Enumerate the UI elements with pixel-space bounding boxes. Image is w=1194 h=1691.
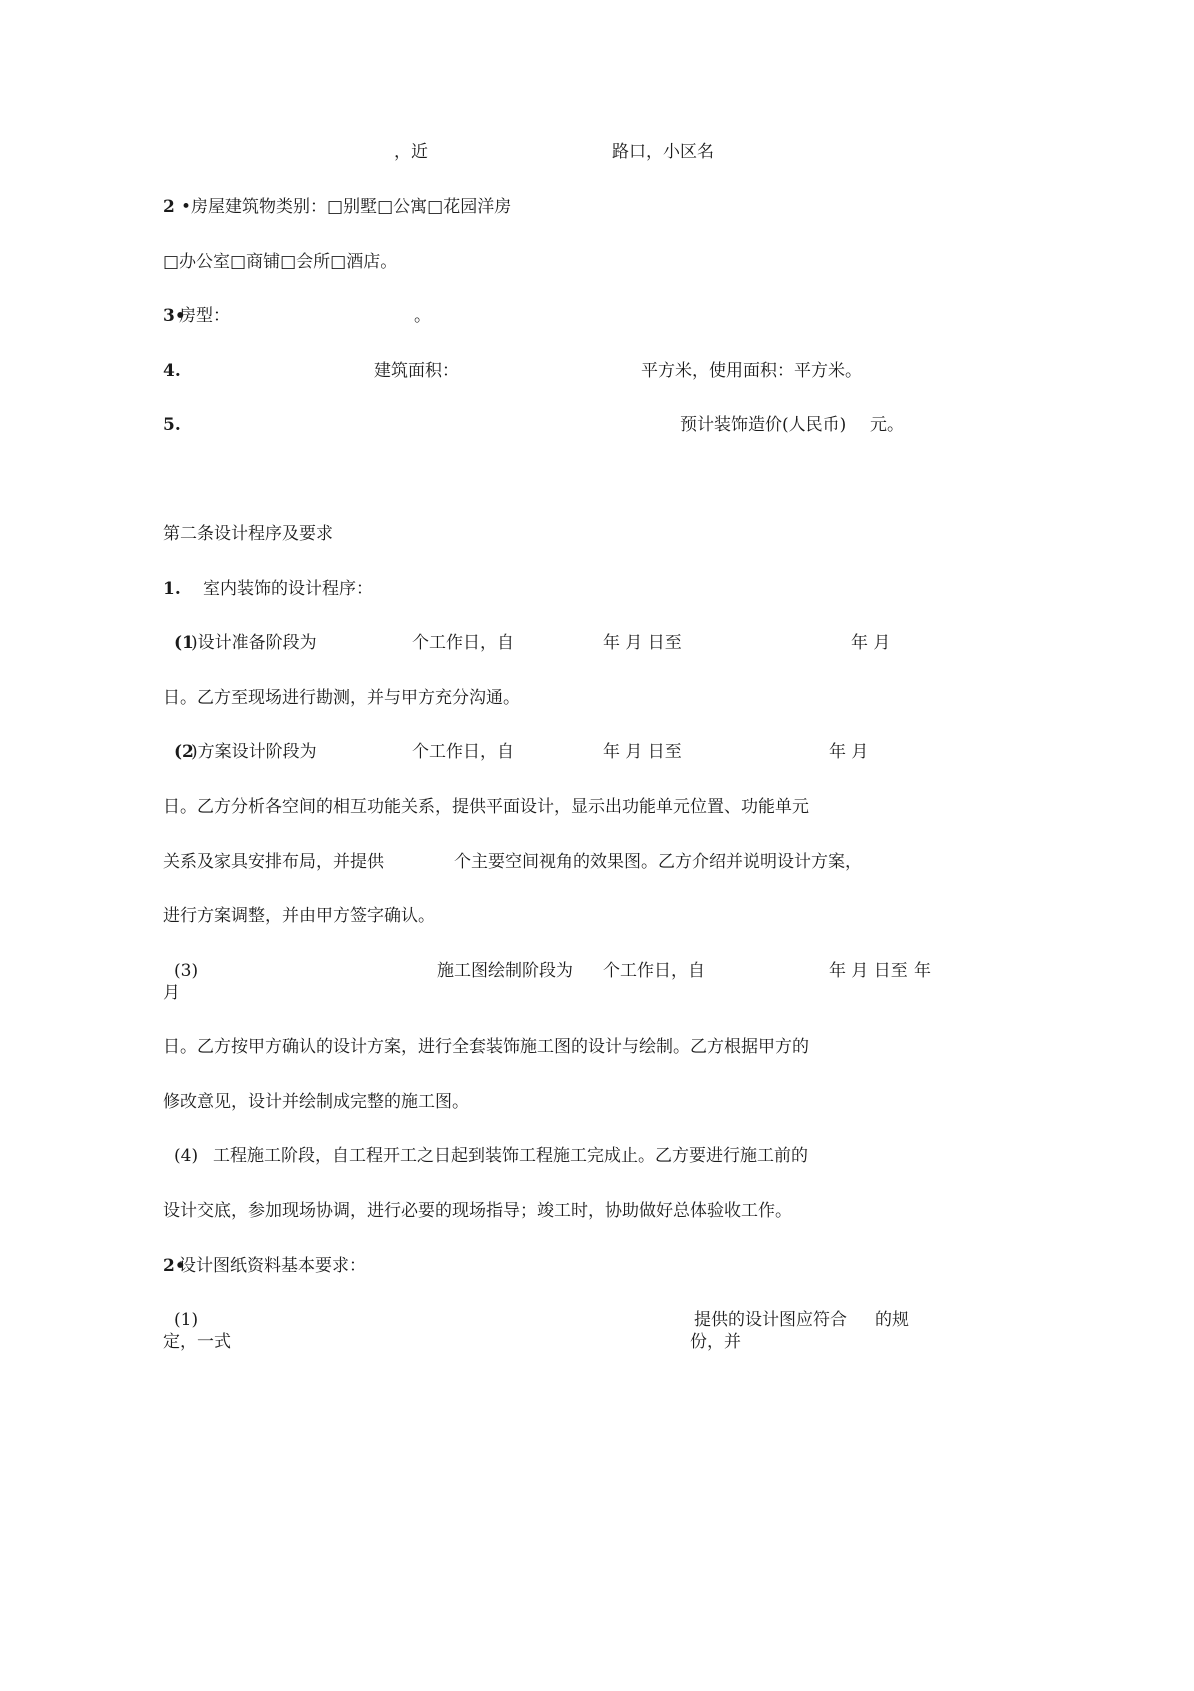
requirement-1-text-a: 提供的设计图应符合	[694, 1310, 847, 1330]
phase-1-date-from: 年 月 日至	[603, 633, 682, 653]
phase-1-date-to: 年 月	[851, 633, 891, 653]
item-4-number: 4.	[163, 361, 181, 381]
requirement-1-number: (1)	[174, 1310, 199, 1330]
phase-2-date-to: 年 月	[829, 742, 869, 762]
phase-2-description-line-1: 日。乙方分析各空间的相互功能关系，提供平面设计，显示出功能单元位置、功能单元	[163, 797, 809, 817]
phase-4-number: (4)	[174, 1146, 199, 1166]
requirement-1-cont-b: 份，并	[690, 1332, 741, 1352]
phase-2-description-line-3: 进行方案调整，并由甲方签字确认。	[163, 906, 435, 926]
section-1-number: 1.	[163, 579, 181, 599]
phase-1-number: (1	[174, 633, 194, 653]
item-5-unit: 元。	[870, 415, 904, 435]
item-2-building-type: •房屋建筑物类别：□别墅□公寓□花园洋房	[181, 197, 512, 217]
phase-3-date-from: 年 月 日至	[829, 961, 908, 981]
phase-2-title: )方案设计阶段为	[191, 742, 317, 762]
phase-1-description: 日。乙方至现场进行勘测，并与甲方充分沟通。	[163, 688, 520, 708]
address-near: ，近	[394, 142, 428, 162]
phase-4-title: 工程施工阶段，自工程开工之日起到装饰工程施工完成止。乙方要进行施工前的	[213, 1146, 808, 1166]
item-3-end: 。	[414, 306, 431, 326]
item-5-estimated-cost: 预计装饰造价(人民币)	[680, 415, 847, 435]
phase-2-description-line-2a: 关系及家具安排布局，并提供	[163, 852, 384, 872]
phase-4-description: 设计交底，参加现场协调，进行必要的现场指导；竣工时，协助做好总体验收工作。	[163, 1201, 792, 1221]
phase-3-date-to: 年	[914, 961, 931, 981]
phase-2-description-line-2b: 个主要空间视角的效果图。乙方介绍并说明设计方案，	[454, 852, 862, 872]
section-1-title: 室内装饰的设计程序：	[203, 579, 373, 599]
requirement-1-cont-a: 定，一式	[163, 1332, 231, 1352]
phase-3-workdays: 个工作日，自	[603, 961, 705, 981]
item-4-usable-area: 平方米，使用面积：平方米。	[641, 361, 862, 381]
section-2-title: 设计图纸资料基本要求：	[179, 1256, 366, 1276]
item-3-layout-label: 房型：	[179, 306, 230, 326]
address-road-community: 路口，小区名	[612, 142, 714, 162]
phase-2-number: (2	[174, 742, 194, 762]
phase-3-description-line-2: 修改意见，设计并绘制成完整的施工图。	[163, 1092, 469, 1112]
phase-3-title: 施工图绘制阶段为	[437, 961, 573, 981]
phase-2-date-from: 年 月 日至	[603, 742, 682, 762]
phase-3-description-line-1: 日。乙方按甲方确认的设计方案，进行全套装饰施工图的设计与绘制。乙方根据甲方的	[163, 1037, 809, 1057]
article-2-heading: 第二条设计程序及要求	[163, 524, 333, 544]
phase-1-workdays: 个工作日，自	[412, 633, 514, 653]
phase-3-month: 月	[163, 983, 180, 1003]
item-3-number: 3•	[163, 306, 186, 326]
phase-3-number: (3)	[174, 961, 199, 981]
item-2-number: 2	[163, 197, 175, 217]
requirement-1-text-b: 的规	[875, 1310, 909, 1330]
phase-1-title: )设计准备阶段为	[191, 633, 317, 653]
item-2-building-type-cont: □办公室□商铺□会所□酒店。	[163, 252, 398, 272]
item-5-number: 5.	[163, 415, 181, 435]
phase-2-workdays: 个工作日，自	[412, 742, 514, 762]
section-2-number: 2•	[163, 1256, 186, 1276]
item-4-building-area: 建筑面积：	[374, 361, 459, 381]
